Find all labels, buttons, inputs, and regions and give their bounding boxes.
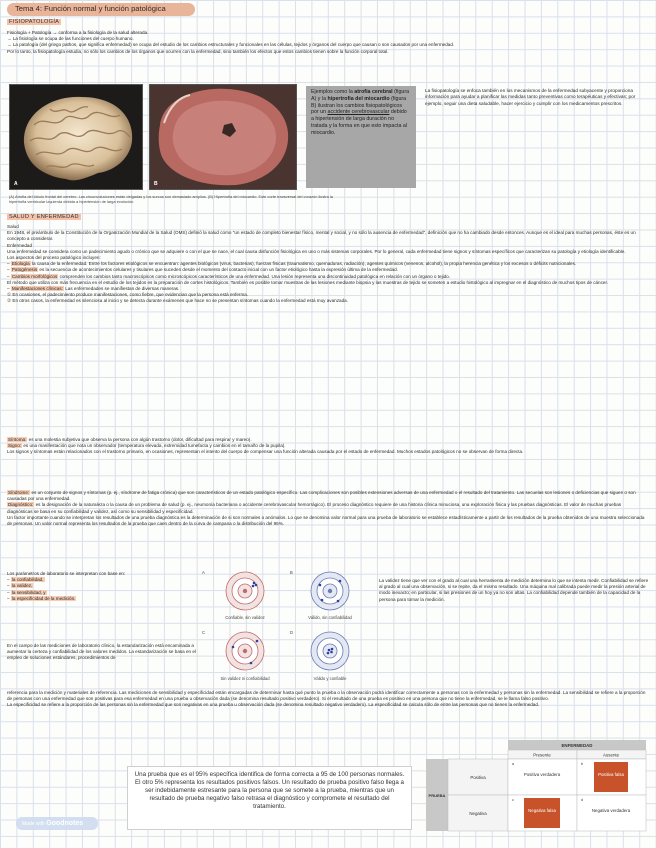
- validity-reliability-targets: [200, 569, 370, 689]
- target-d: [311, 632, 349, 670]
- term-diagnostico: Diagnóstico:: [8, 502, 34, 508]
- brain-atrophy-image: [9, 84, 143, 190]
- section-heading-fisiopatologia: FISIOPATOLOGÍA: [9, 19, 60, 25]
- reference-text: referencia para la medición y materiales de referencia. Las mediciones de sensibilidad y especificidad están encargadas de determinar hasta qué punto la prueba o la observación podrá identificar correctamente a personas con la enfermedad y personas sin la enfermedad. La sensibilidad se refiere a la proporción de personas con una enfermedad que son positivas para esa enfermedad en una prueba u observación dada (se denomina resultado positivo verdadero). Si el resultado de una prueba es positivo en una persona que no tiene la enfermedad, se le llama falso positivo.: [7, 690, 646, 702]
- diagnostico-def: Diagnóstico: es la designación de la naturaleza o la causa de un problema de salud (p. ej., neumonía bacteriana o accidente cerebrovascular hemorrágico). El proceso diagnóstico requiere de una historia clínica minuciosa, una exploración física y las pruebas diagnósticas. El valor de muchas pruebas diagnósticas se basa en su confiabilidad y validez, así como su sensibilidad y especificidad.: [7, 502, 622, 514]
- figure-label-a: A: [14, 181, 18, 187]
- aspect-morfologia: – Cambios morfológicos comprenden los cambios tanto macroscópicos como microscópicos característicos de una enfermedad. Una lesión representa una discontinuidad patológica en relación con un órgano o tejido.: [7, 273, 451, 279]
- col-ausente: Ausente: [602, 752, 620, 758]
- target-letter-c: C: [202, 630, 206, 635]
- text-line: Fisiología + Patología → conforma a la fisiología de la salud alterada.: [7, 30, 149, 35]
- enfermedad-definition: Una enfermedad se considera como un padecimiento agudo o crónico que se adquiere o con el que se nace, el cual causa disfunción fisiológica en uno o más sistemas corporales. Por lo general, cada enfermedad tiene signos y síntomas específicos que caracterizan su patología y etiología identificable.: [7, 248, 626, 254]
- heart-hypertrophy-image: [149, 84, 297, 190]
- figure-caption: (A) Atrofia del lóbulo frontal del cerebro. Las circunvoluciones están delgadas y los surcos son demasiado amplios. (B) Hipertrofia del miocardio. Este corte transversal del corazón ilustra la hipertrofia ventricular izquierda debida a hipertensión de larga evolución.: [9, 194, 333, 205]
- sindrome-def: Síndrome: es un conjunto de signos y síntomas (p. ej., síndrome de fatiga crónica) que son característicos de un estado patológico específico. Las complicaciones son posibles extensiones adversas de una enfermedad o el resultado del tratamiento. Las secuelas son lesiones o deficiencias que siguen o son causadas por una enfermedad.: [7, 490, 636, 502]
- specificity-text: La especificidad se refiere a la proporción de las personas sin la enfermedad que son negativas en una prueba u observación dada (se denomina resultado negativo verdadero). La especificidad se calcula sólo de entre las personas que no tienen la enfermedad.: [7, 702, 540, 708]
- cell-letter-d: d: [581, 798, 583, 802]
- aspect-text: comprenden los cambios tanto macroscópicos como microscópicos característicos de una enfermedad. Una lesión representa una discontinuidad patológica en relación con un órgano o tejido.: [59, 273, 451, 279]
- section-salud-body: [7, 224, 647, 304]
- aspect-patogenia: – Patogénesis es la secuencia de acontecimientos celulares y tisulares que suceden desde el momento del contacto inicial con un factor etiológico hasta la expresión última de la enfermedad.: [7, 267, 398, 273]
- lab-params-list: [7, 571, 197, 602]
- page-title: Tema 4: Función normal y función patológica: [7, 3, 195, 16]
- sensitivity-text: [7, 690, 647, 709]
- subheading-enfermedad: Enfermedad: [7, 242, 33, 248]
- param-item: – la validez,: [7, 583, 33, 589]
- target-d-label: Válido y confiable: [313, 676, 347, 681]
- manif-item-2: ② En otros casos, la enfermedad es silenciosa al inicio y se detecta durante exámenes que hace no se presentan síntomas cuando la enfermedad está muy avanzada.: [7, 298, 348, 304]
- figure-label-b: B: [154, 181, 158, 187]
- text-line: Por lo tanto, la fisiopatología estudia, no sólo los cambios de los órganos que ocurren con la enfermedad, sino también los efectos que estos cambios tienen sobre la función corporal total.: [7, 48, 389, 54]
- text-line: → La patología (del griego pathos, que significa enfermedad) se ocupa del estudio de los cambios estructurales y funcionales en las células, tejidos y órganos del cuerpo que causan o son causados por una enfermedad.: [7, 42, 455, 48]
- signs-symptoms-text: Los signos y síntomas están relacionados con el trastorno primario, en ocasiones, representan el intento del cuerpo de compensar una función alterada causada por el estado de enfermedad. Muchos estados patológicos no se observan de forma directa.: [7, 449, 524, 455]
- cell-letter-b: b: [581, 762, 583, 766]
- param-item: – la especificidad de la medición.: [7, 595, 76, 601]
- cell-fn: Negativa falsa: [528, 808, 556, 813]
- box-underlined-term: accidente cerebrovascular: [327, 109, 390, 116]
- sensitivity-specificity-table: [424, 738, 650, 834]
- target-b-label: Válido, sin confiabilidad: [308, 615, 352, 620]
- aspect-etiologia: – Etiología la causa de la enfermedad. Entre los factores etiológicos se encuentran: agentes biológicos (virus, bacterias), fuerzas físicas (traumatismo, quemaduras, radiación), agentes químicos (venenos, alcohol), la propia herencia genética y los excesos o déficits nutricionales.: [7, 261, 577, 267]
- specificity-example-box: Una prueba que es el 95% específica identifica de forma correcta a 95 de 100 personas normales. El otro 5% representa los resultados positivos falsos. Un resultado de prueba positivo falso llega a ser indebidamente estresante para la persona que se somete a la prueba, mientras que un resultado de prueba negativo falso retrasa el diagnóstico y compromete el resultado del tratamiento.: [127, 766, 412, 830]
- salud-definition: En 1948, el preámbulo de la Constitución de la Organización Mundial de la Salud (OMS) definió la salud como "un estado de completo bienestar físico, mental y social, y no sólo la ausencia de enfermedad", definición que no ha cambiado desde entonces. Aunque es el ideal para muchas personas, éste es un concepto a considerar.: [7, 230, 636, 242]
- cell-letter-c: c: [512, 798, 514, 802]
- figure-explanation-box: [306, 86, 416, 188]
- box-text: (figura B) ilustran los cambios fisiopatológicos por un: [311, 95, 407, 116]
- table-header-enfermedad: ENFERMEDAD: [561, 743, 593, 748]
- target-c-label: Sin validez ni confiabilidad: [220, 676, 270, 681]
- target-a: [226, 572, 264, 610]
- section-heading-salud-enfermedad: SALUD Y ENFERMEDAD: [9, 214, 79, 220]
- term-manifestaciones: Manifestaciones clínicas:: [11, 285, 63, 291]
- term-sintoma: Síntoma:: [8, 437, 27, 442]
- section-sindrome-body: [7, 490, 647, 527]
- box-text: (figura A) y la: [311, 89, 410, 102]
- box-text: debido a hipertensión de larga duración no tratada y la forma en que esto impacta al miocardio.: [311, 109, 407, 136]
- box-bold-term: hipertrofia del miocardio: [327, 95, 390, 102]
- sintoma-def: Síntoma: es una molestia subjetiva que observa la persona con algún trastorno (dolor, dificultad para respirar y mareo).: [8, 437, 252, 442]
- target-c: [226, 632, 264, 670]
- term-signo: Signo:: [8, 443, 22, 449]
- diag-methods: El método que utiliza con más frecuencia en el estudio de los tejidos es la preparación de cortes histológicos. También es posible tomar muestras de las lesiones mediante biopsia y las muestras de tejido se someten a estudio histológico al impregnar en el diagnóstico de muchos tipos de cáncer.: [7, 279, 609, 285]
- aspects-intro: Los aspectos del proceso patológico incluyen:: [7, 254, 101, 260]
- side-note: La fisiopatología se enfoca también en los mecanismos de la enfermedad subyacente y proporciona información para ayudar a planificar las medidas tanto preventivas como terapéuticas y efectivas; por ejemplo, seguir una dieta saludable, hacer ejercicio y cumplir con los medicamentos prescritos.: [425, 88, 636, 106]
- row-negativa: Negativa: [469, 811, 487, 816]
- aspect-text: la causa de la enfermedad. Entre los factores etiológicos se encuentran: agentes biológicos (virus, bacterias), fuerzas físicas (traumatismo, quemaduras, radiación), agentes químicos (venenos, alcohol), la propia herencia genética y los excesos o déficits nutricionales.: [32, 261, 577, 267]
- target-a-label: Confiable, sin validez: [225, 615, 265, 620]
- subheading-salud: Salud: [7, 224, 19, 229]
- section-fisiopatologia-body: [7, 30, 647, 55]
- term-sindrome: Síndrome:: [8, 490, 30, 495]
- cell-letter-a: a: [512, 762, 514, 766]
- row-positiva: Positiva: [470, 775, 486, 780]
- term-morfologia: Cambios morfológicos: [11, 273, 58, 279]
- manif-text: Las enfermedades se manifiestan de diversas maneras.: [65, 285, 180, 291]
- made-with-goodnotes-badge: Made with Goodnotes: [16, 817, 98, 830]
- text-line: → La fisiología se ocupa de las funciones del cuerpo humano.: [7, 36, 134, 42]
- manif-item-1: ① En ocasiones, el padecimiento produce manifestaciones, como fiebre, que evidencian que la persona está enferma.: [7, 292, 249, 298]
- col-presente: Presente: [533, 752, 551, 758]
- cell-tn: Negativa verdadera: [591, 808, 631, 813]
- target-letter-a: A: [202, 570, 205, 575]
- manifestaciones: – Manifestaciones clínicas: Las enfermedades se manifiestan de diversas maneras.: [7, 285, 180, 291]
- section-signos-body: [7, 437, 647, 456]
- target-letter-d: D: [290, 630, 294, 635]
- cell-fp: Positiva falsa: [598, 772, 624, 777]
- signo-def: Signo: es una manifestación que nota un observador (temperatura elevada, extremidad tumefacta y cambios en el tamaño de la pupila).: [8, 443, 286, 449]
- lab-values-text: Un factor importante cuando se interpretan los resultados de una prueba diagnóstica es la determinación de si son normales o anómalos. Lo que se denomina valor normal para una prueba de laboratorio se establece estadísticamente a partir de los resultados de la prueba obtenidos de una muestra seleccionada de personas. Un valor normal representa los resultados de la prueba que caen dentro de la curva de campana o la distribución del 95%.: [7, 514, 645, 526]
- param-item: – la confiabilidad,: [7, 577, 44, 583]
- box-bold-term: atrofia cerebral: [354, 89, 393, 95]
- target-letter-b: B: [290, 570, 293, 575]
- box-text: Ejemplos como la: [311, 89, 353, 95]
- row-header-prueba: PRUEBA: [428, 793, 446, 798]
- term-etiologia: Etiología: [11, 261, 30, 267]
- term-patogenia: Patogénesis: [11, 267, 38, 273]
- standardization-text: En el campo de las mediciones de laboratorio clínico, la estandarización está encaminada a aumentar la certeza y confiabilidad de los valores medidos. La estandarización se basa en el empleo de soluciones estándares, procedimientos de: [7, 643, 196, 661]
- aspect-text: es la secuencia de acontecimientos celulares y tisulares que suceden desde el momento del contacto inicial con un factor etiológico hasta la expresión última de la enfermedad.: [39, 267, 398, 273]
- param-item: – la sensibilidad, y: [7, 589, 46, 595]
- params-intro: Los parámetros de laboratorio se interpretan con base en:: [7, 571, 126, 576]
- cell-tp: Positiva verdadera: [523, 772, 561, 777]
- validity-text: La validez tiene que ver con el grado al cual una herramienta de medición determina lo que se intenta medir. Confiabilidad se refiere al grado al cual una observación, si se repite, da el mismo resultado. Una máquina mal calibrada puede medir la presión arterial de modo inexacto; en particular, si las presiones de un hoy ya no son altas. La confiabilidad depende también de la capacidad de la persona para tomar la medición.: [379, 578, 649, 602]
- target-b: [311, 572, 349, 610]
